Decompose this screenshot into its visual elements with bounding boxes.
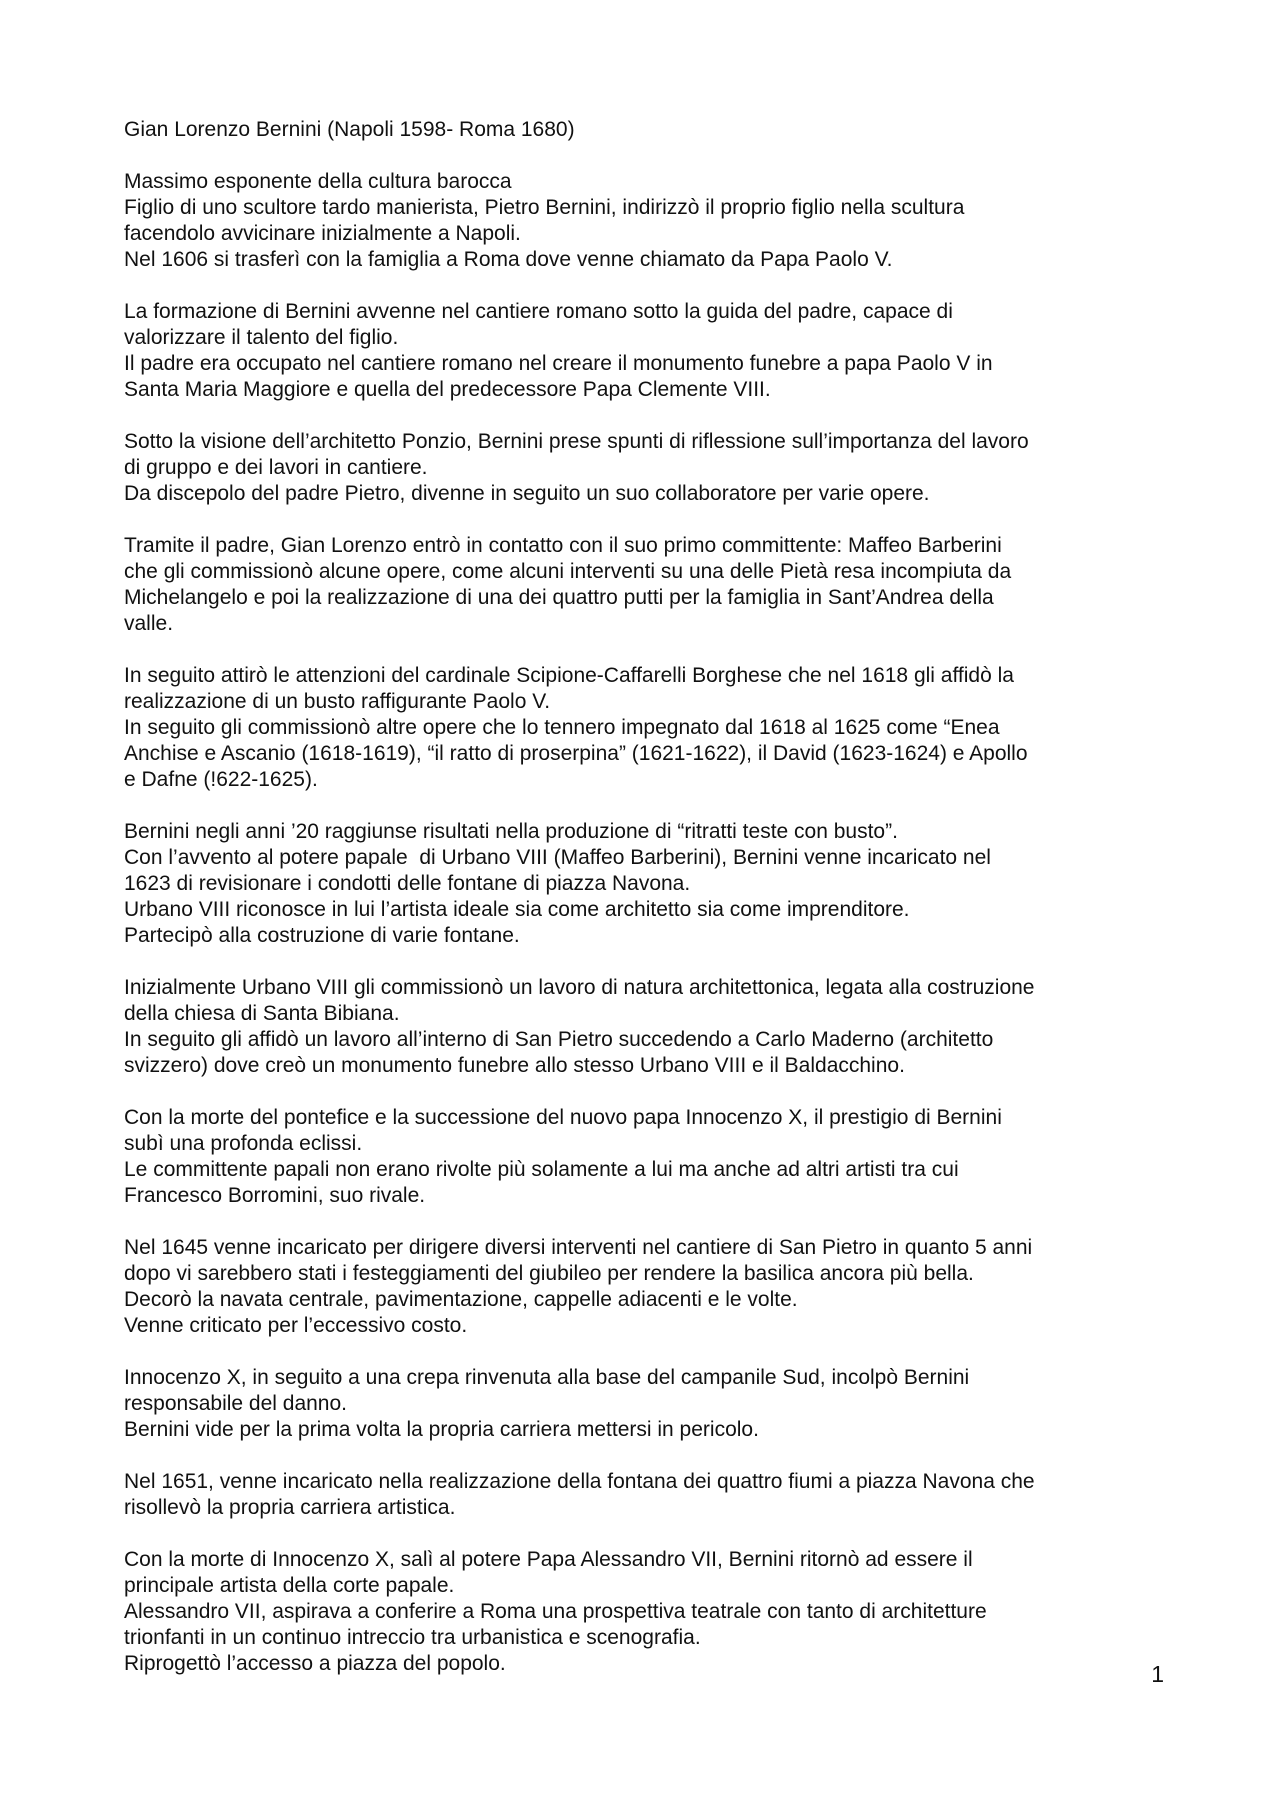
text-line: Tramite il padre, Gian Lorenzo entrò in contatto con il suo primo committente: Maffeo Barberini [124,534,1002,557]
paragraph [124,429,1174,507]
paragraph [124,299,1174,403]
text-line: Sotto la visione dell’architetto Ponzio, Bernini prese spunti di riflessione sull’importanza del lavoro [124,430,1029,453]
text-line: dopo vi sarebbero stati i festeggiamenti del giubileo per rendere la basilica ancora più bella. [124,1262,974,1285]
document-body [124,117,1174,1703]
text-line: realizzazione di un busto raffigurante Paolo V. [124,690,551,713]
text-line: di gruppo e dei lavori in cantiere. [124,456,428,479]
paragraph [124,819,1174,949]
text-line: Alessandro VII, aspirava a conferire a Roma una prospettiva teatrale con tanto di architetture [124,1600,987,1623]
paragraph [124,663,1174,793]
text-line: che gli commissionò alcune opere, come alcuni interventi su una delle Pietà resa incompiuta da [124,560,1012,583]
text-line: Santa Maria Maggiore e quella del predecessore Papa Clemente VIII. [124,378,771,401]
text-line: Nel 1651, venne incaricato nella realizzazione della fontana dei quattro fiumi a piazza Navona che [124,1470,1035,1493]
text-line: Con la morte di Innocenzo X, salì al potere Papa Alessandro VII, Bernini ritornò ad essere il [124,1548,973,1571]
text-line: risollevò la propria carriera artistica. [124,1496,456,1519]
paragraph-list [124,169,1174,1677]
text-line: Riprogettò l’accesso a piazza del popolo. [124,1652,506,1675]
text-line: Anchise e Ascanio (1618-1619), “il ratto di proserpina” (1621-1622), il David (1623-1624) e Apollo [124,742,1028,765]
paragraph [124,1235,1174,1339]
text-line: trionfanti in un continuo intreccio tra urbanistica e scenografia. [124,1626,701,1649]
text-line: Francesco Borromini, suo rivale. [124,1184,426,1207]
text-line: valle. [124,612,174,635]
paragraph [124,533,1174,637]
text-line: Con la morte del pontefice e la successione del nuovo papa Innocenzo X, il prestigio di Bernini [124,1106,1002,1129]
page-number: 1 [1151,1661,1164,1687]
text-line: Figlio di uno scultore tardo manierista, Pietro Bernini, indirizzò il proprio figlio nella scultura [124,196,965,219]
text-line: responsabile del danno. [124,1392,348,1415]
document-title: Gian Lorenzo Bernini (Napoli 1598- Roma 1680) [124,118,575,141]
text-line: facendolo avvicinare inizialmente a Napoli. [124,222,521,245]
text-line: Massimo esponente della cultura barocca [124,170,512,193]
text-line: 1623 di revisionare i condotti delle fontane di piazza Navona. [124,872,691,895]
text-line: In seguito gli commissionò altre opere che lo tennero impegnato dal 1618 al 1625 come “Enea [124,716,1000,739]
paragraph [124,169,1174,273]
text-line: e Dafne (!622-1625). [124,768,318,791]
text-line: Il padre era occupato nel cantiere romano nel creare il monumento funebre a papa Paolo V in [124,352,993,375]
text-line: La formazione di Bernini avvenne nel cantiere romano sotto la guida del padre, capace di [124,300,953,323]
text-line: Inizialmente Urbano VIII gli commissionò un lavoro di natura architettonica, legata alla costruzione [124,976,1035,999]
text-line: principale artista della corte papale. [124,1574,455,1597]
text-line: Decorò la navata centrale, pavimentazione, cappelle adiacenti e le volte. [124,1288,798,1311]
text-line: Innocenzo X, in seguito a una crepa rinvenuta alla base del campanile Sud, incolpò Bernini [124,1366,970,1389]
text-line: Da discepolo del padre Pietro, divenne in seguito un suo collaboratore per varie opere. [124,482,930,505]
paragraph [124,1547,1174,1677]
text-line: Bernini vide per la prima volta la propria carriera mettersi in pericolo. [124,1418,759,1441]
paragraph [124,975,1174,1079]
text-line: valorizzare il talento del figlio. [124,326,399,349]
text-line: Partecipò alla costruzione di varie fontane. [124,924,520,947]
text-line: Nel 1645 venne incaricato per dirigere diversi interventi nel cantiere di San Pietro in quanto 5 anni [124,1236,1033,1259]
text-line: della chiesa di Santa Bibiana. [124,1002,400,1025]
paragraph [124,1365,1174,1443]
paragraph [124,1105,1174,1209]
paragraph [124,1469,1174,1521]
text-line: Nel 1606 si trasferì con la famiglia a Roma dove venne chiamato da Papa Paolo V. [124,248,893,271]
text-line: Venne criticato per l’eccessivo costo. [124,1314,468,1337]
text-line: Urbano VIII riconosce in lui l’artista ideale sia come architetto sia come imprenditore. [124,898,910,921]
text-line: Michelangelo e poi la realizzazione di una dei quattro putti per la famiglia in Sant’Andrea della [124,586,994,609]
text-line: subì una profonda eclissi. [124,1132,363,1155]
text-line: Le committente papali non erano rivolte più solamente a lui ma anche ad altri artisti tra cui [124,1158,959,1181]
text-line: Con l’avvento al potere papale di Urbano VIII (Maffeo Barberini), Bernini venne incaricato nel [124,846,991,869]
text-line: In seguito gli affidò un lavoro all’interno di San Pietro succedendo a Carlo Maderno (architetto [124,1028,994,1051]
text-line: In seguito attirò le attenzioni del cardinale Scipione-Caffarelli Borghese che nel 1618 gli affidò la [124,664,1014,687]
text-line: svizzero) dove creò un monumento funebre allo stesso Urbano VIII e il Baldacchino. [124,1054,905,1077]
text-line: Bernini negli anni ’20 raggiunse risultati nella produzione di “ritratti teste con busto”. [124,820,898,843]
